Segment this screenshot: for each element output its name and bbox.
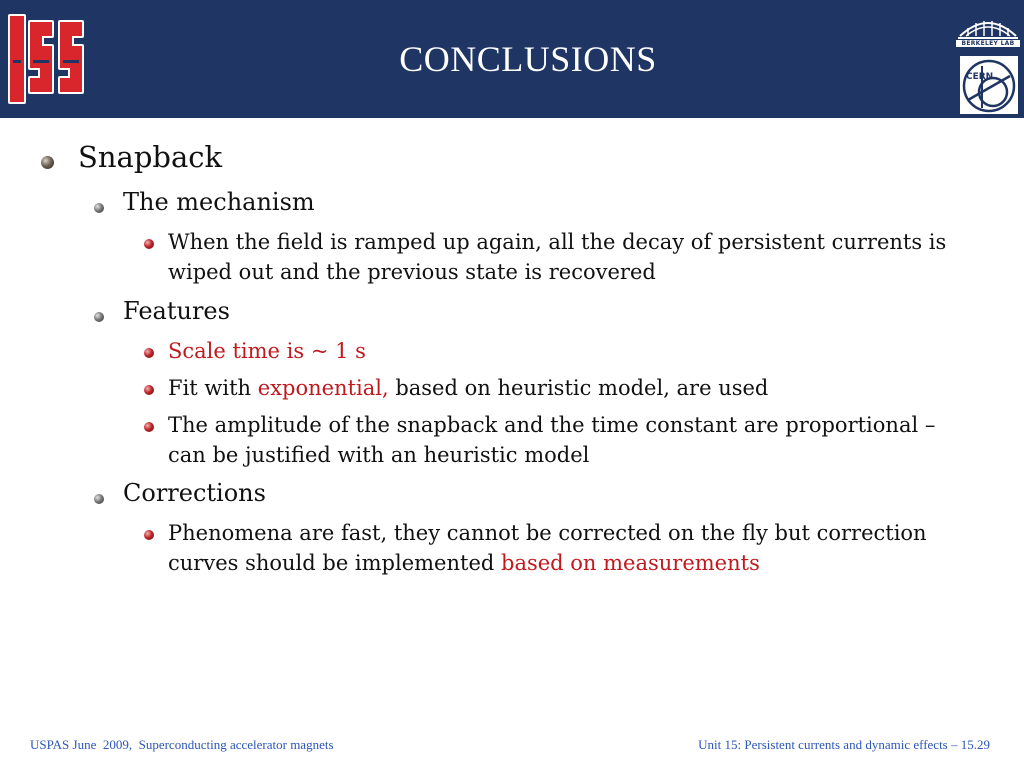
topic-snapback: Snapback	[78, 140, 223, 174]
feature-scale-time: Scale time is ~ 1 s	[168, 339, 366, 363]
feature-fit-highlight: exponential,	[257, 376, 389, 400]
bullet-icon	[41, 156, 54, 169]
corrections-line-2	[168, 548, 760, 578]
bullet-icon	[144, 422, 154, 432]
corrections-highlight: based on measurements	[501, 551, 760, 575]
mechanism-line-2: wiped out and the previous state is recovered	[168, 260, 656, 284]
feature-fit	[168, 373, 768, 403]
bullet-icon	[94, 203, 104, 213]
heading-mechanism: The mechanism	[123, 188, 315, 216]
bullet-icon	[94, 494, 104, 504]
feature-fit-post: based on heuristic model, are used	[388, 376, 769, 400]
slide-title: CONCLUSIONS	[399, 39, 657, 79]
corrections-line-1: Phenomena are fast, they cannot be corrected on the fly but correction	[168, 521, 927, 545]
bullet-icon	[144, 385, 154, 395]
heading-corrections: Corrections	[123, 479, 266, 507]
footer-course: USPAS June 2009, Superconducting accelerator magnets	[30, 737, 334, 752]
mechanism-line-1: When the field is ramped up again, all the decay of persistent currents is	[168, 230, 947, 254]
footer-unit: Unit 15: Persistent currents and dynamic effects – 15.29	[698, 737, 990, 752]
bullet-icon	[94, 312, 104, 322]
berkeley-lab-label: BERKELEY LAB	[956, 40, 1020, 47]
slide-header	[0, 0, 1024, 118]
cern-logo	[960, 56, 1018, 114]
bullet-icon	[144, 530, 154, 540]
cern-label: CERN	[966, 72, 994, 82]
feature-fit-pre: Fit with	[168, 376, 258, 400]
bullet-icon	[144, 239, 154, 249]
bullet-icon	[144, 348, 154, 358]
feature-amplitude-line-2: can be justified with an heuristic model	[168, 443, 590, 467]
corrections-line-2-pre: curves should be implemented	[168, 551, 501, 575]
feature-amplitude-line-1: The amplitude of the snapback and the time constant are proportional –	[168, 413, 936, 437]
heading-features: Features	[123, 297, 230, 325]
